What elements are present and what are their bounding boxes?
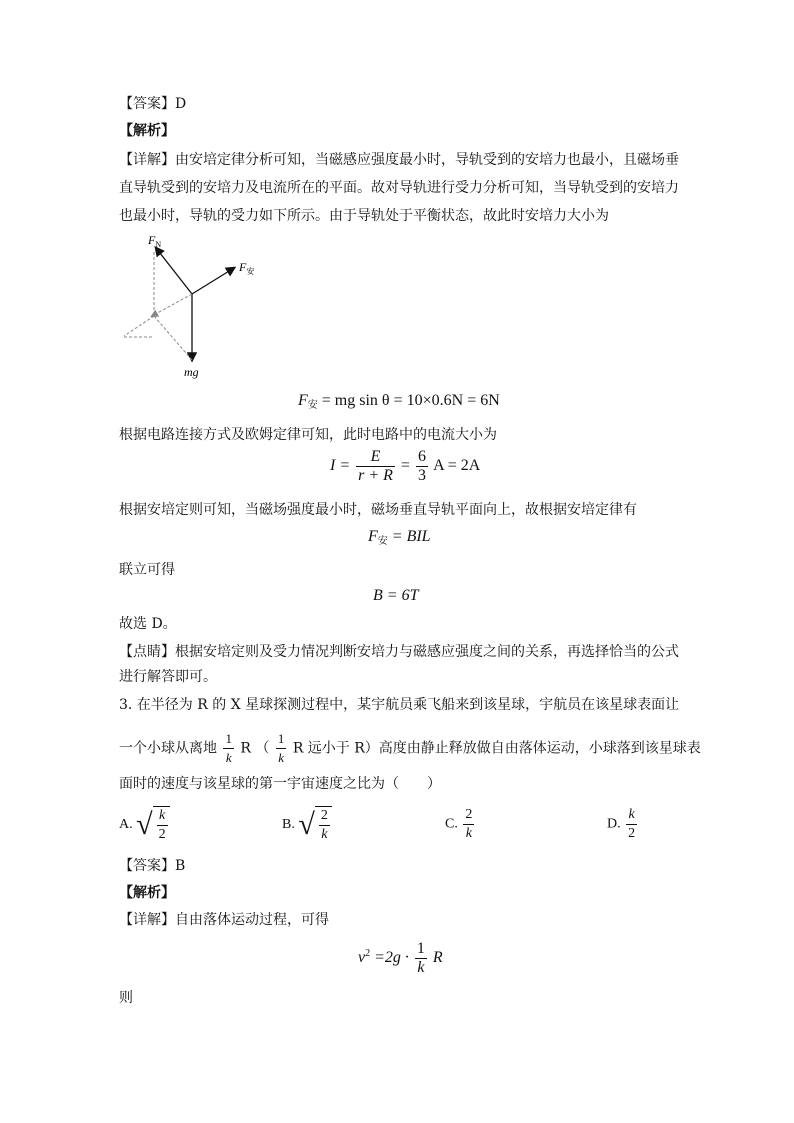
equation-bil: $F_安$ = BIL xyxy=(368,528,431,547)
equation-current: I = $\frac{E}{r + R}$ = $\frac{6}{3}$ A = 2A xyxy=(330,448,481,484)
text-choose: 故选 D。 xyxy=(119,616,177,632)
ampere-force-arrow xyxy=(192,268,234,294)
text-then: 则 xyxy=(119,990,133,1006)
force-diagram xyxy=(118,230,278,380)
option-b: B. √ $\frac{2}{k}$ xyxy=(282,806,332,844)
detail-line-2: 直导轨受到的安培力及电流所在的平面。故对导轨进行受力分析可知，当导轨受到的安培力 xyxy=(119,180,679,196)
analysis-heading-2: 【解析】 xyxy=(119,885,175,901)
dashed-arrow-resultant xyxy=(152,294,192,316)
text-circuit: 根据电路连接方式及欧姆定律可知，此时电路中的电流大小为 xyxy=(119,427,497,443)
equation-free-fall: $v^2 =2g$ · $\frac{1}{k}$ R xyxy=(358,940,443,976)
text-ampere-rule: 根据安培定则可知，当磁场强度最小时，磁场垂直导轨平面向上，故根据安培定律有 xyxy=(119,502,637,518)
question-3-line-3: 面时的速度与该星球的第一宇宙速度之比为（ ） xyxy=(119,776,441,792)
normal-force-arrow xyxy=(156,248,192,294)
answer-line-1: 【答案】D xyxy=(119,96,187,112)
dashed-line-diagonal-1 xyxy=(154,316,192,360)
detail-line-1: 【详解】由安培定律分析可知，当磁感应强度最小时，导轨受到的安培力也最小，且磁场垂 xyxy=(119,152,679,168)
option-d: D. $\frac{k}{2}$ xyxy=(607,807,636,841)
answer-line-2: 【答案】B xyxy=(119,858,186,874)
question-3-line-2: 一个小球从离地 $\frac{1}{k}$ R （ $\frac{1}{k}$ R 远小于 R）高度由静止释放做自由落体运动，小球落到该星球表 xyxy=(119,731,701,765)
option-c: C. $\frac{2}{k}$ xyxy=(445,807,473,841)
equation-ampere-force: $F_安$ = mg sin θ = 10×0.6N = 6N xyxy=(298,392,500,411)
option-a: A. √ $\frac{k}{2}$ xyxy=(119,806,170,844)
text-combine: 联立可得 xyxy=(119,562,175,578)
dashed-line-diagonal-2 xyxy=(124,316,154,336)
detail-line-3: 也最小时，导轨的受力如下所示。由于导轨处于平衡状态，故此时安培力大小为 xyxy=(119,208,609,224)
mg-label: mg xyxy=(184,365,199,379)
fn-label: $F_N$ xyxy=(148,233,162,249)
analysis-heading-1: 【解析】 xyxy=(119,123,175,139)
comment-line-1: 【点睛】根据安培定则及受力情况判断安培力与磁感应强度之间的关系，再选择恰当的公式 xyxy=(119,644,679,660)
comment-line-2: 进行解答即可。 xyxy=(119,669,217,685)
equation-b: B = 6T xyxy=(373,587,419,604)
question-3-line-1: 3. 在半径为 R 的 X 星球探测过程中，某宇航员乘飞船来到该星球，宇航员在该星球表面让 xyxy=(119,697,680,713)
fan-label: $F_安$ xyxy=(239,260,255,276)
detail-line-4: 【详解】自由落体运动过程，可得 xyxy=(119,912,329,928)
